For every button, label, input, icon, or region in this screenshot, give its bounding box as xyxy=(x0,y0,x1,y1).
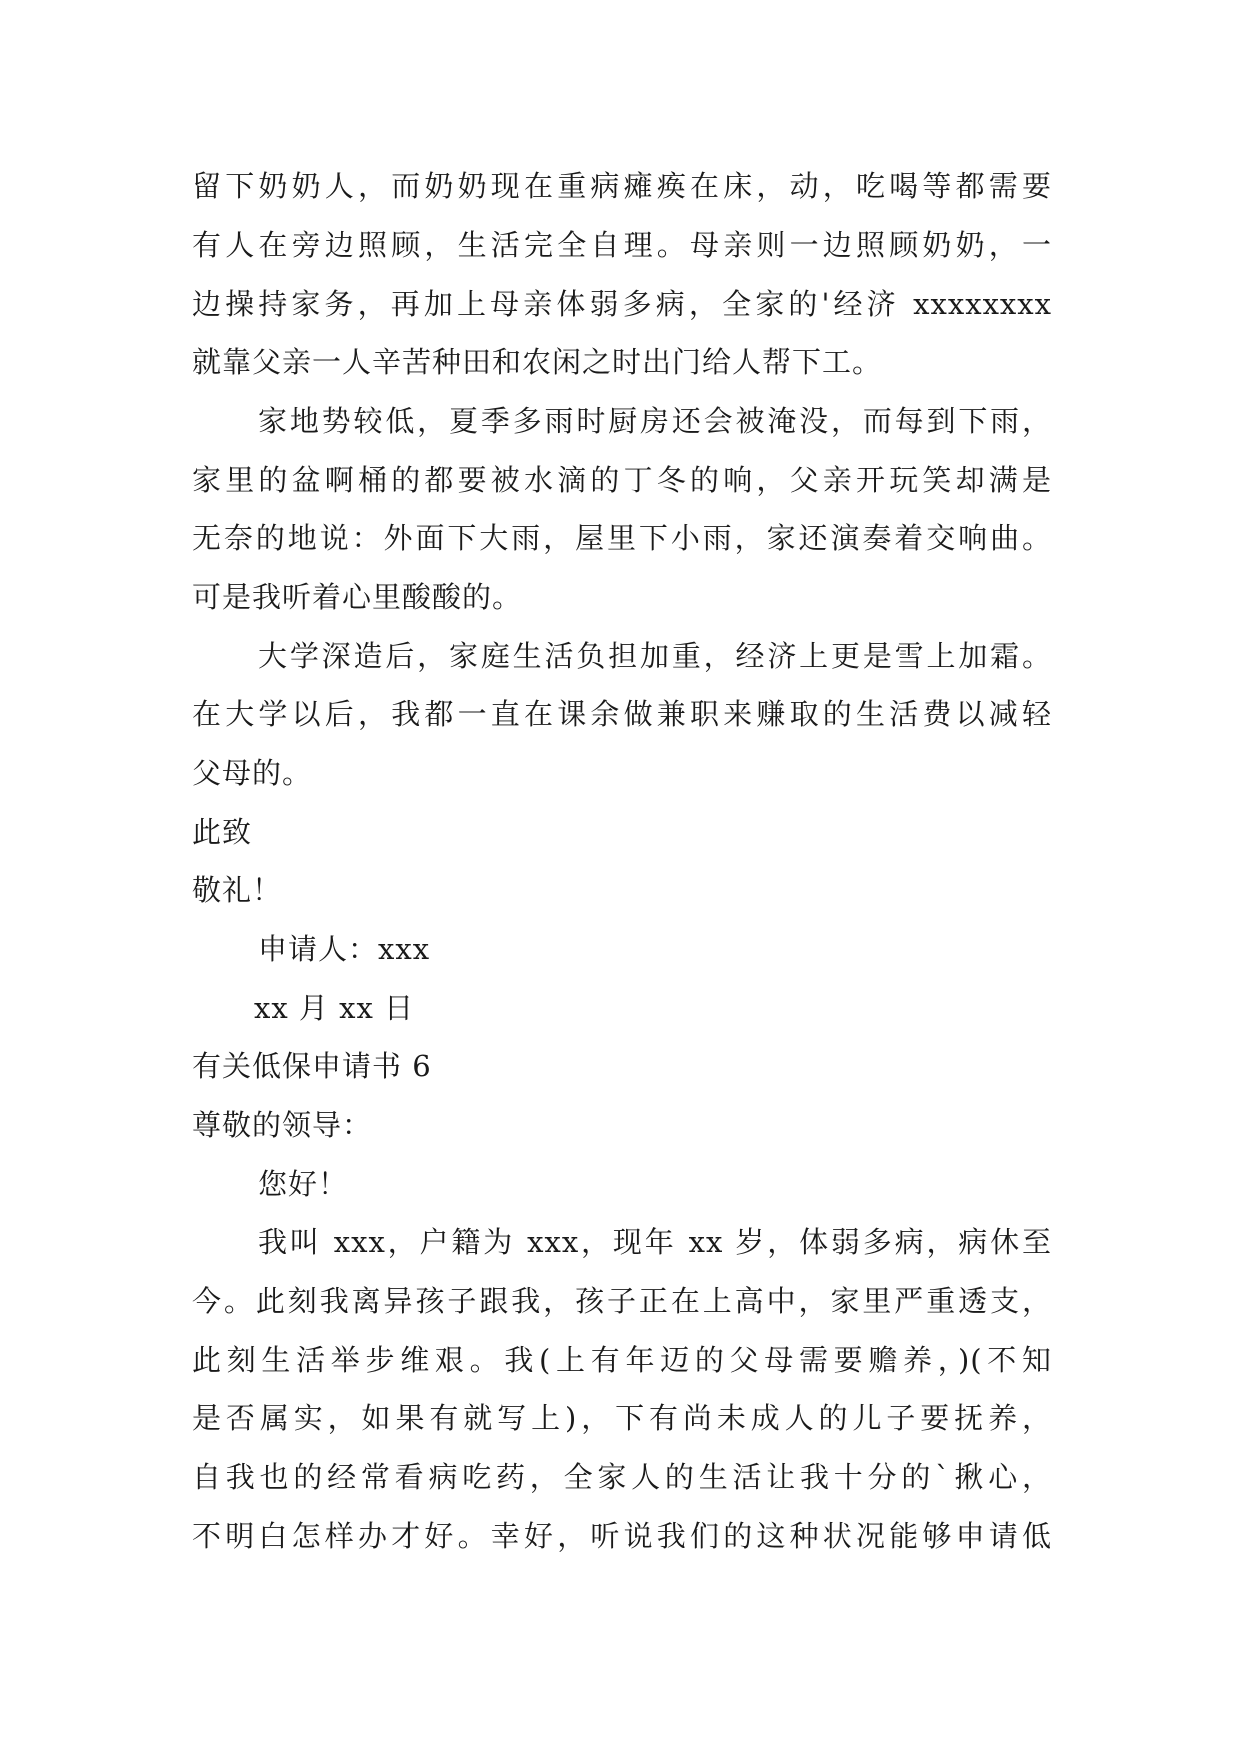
paragraph-line: 无奈的地说：外面下大雨，屋里下小雨，家还演奏着交响曲。 xyxy=(192,521,1052,555)
applicant-signature: 申请人：xxx xyxy=(258,932,431,966)
closing-regards: 敬礼！ xyxy=(192,873,283,907)
paragraph-line: 我叫 xxx，户籍为 xxx，现年 xx 岁，体弱多病，病休至 xyxy=(258,1225,1052,1259)
closing-salutation: 此致 xyxy=(192,815,253,849)
paragraph-line: 有人在旁边照顾，生活完全自理。母亲则一边照顾奶奶，一 xyxy=(192,228,1052,262)
letter-salutation: 尊敬的领导： xyxy=(192,1108,373,1142)
paragraph-line: 自我也的经常看病吃药，全家人的生活让我十分的`揪心， xyxy=(192,1460,1052,1494)
paragraph-line: 就靠父亲一人辛苦种田和农闲之时出门给人帮下工。 xyxy=(192,345,883,379)
paragraph-line: 边操持家务，再加上母亲体弱多病，全家的'经济 xxxxxxxx xyxy=(192,287,1052,321)
paragraph-line: 父母的。 xyxy=(192,756,313,790)
paragraph-line: 今。此刻我离异孩子跟我，孩子正在上高中，家里严重透支， xyxy=(192,1284,1052,1318)
paragraph-line: 大学深造后，家庭生活负担加重，经济上更是雪上加霜。 xyxy=(258,639,1052,673)
paragraph-line: 可是我听着心里酸酸的。 xyxy=(192,580,523,614)
paragraph-line: 此刻生活举步维艰。我(上有年迈的父母需要赡养，)(不知 xyxy=(192,1343,1052,1377)
greeting: 您好！ xyxy=(258,1167,349,1201)
paragraph-line: 留下奶奶人，而奶奶现在重病瘫痪在床，动，吃喝等都需要 xyxy=(192,169,1052,203)
paragraph-line: 家地势较低，夏季多雨时厨房还会被淹没，而每到下雨， xyxy=(258,404,1052,438)
paragraph-line: 家里的盆啊桶的都要被水滴的丁冬的响，父亲开玩笑却满是 xyxy=(192,463,1052,497)
section-title: 有关低保申请书 6 xyxy=(192,1049,432,1083)
paragraph-line: 不明白怎样办才好。幸好，听说我们的这种状况能够申请低 xyxy=(192,1519,1052,1553)
signature-date: xx 月 xx 日 xyxy=(254,991,415,1025)
paragraph-line: 是否属实，如果有就写上)，下有尚未成人的儿子要抚养， xyxy=(192,1401,1052,1435)
paragraph-line: 在大学以后，我都一直在课余做兼职来赚取的生活费以减轻 xyxy=(192,697,1052,731)
